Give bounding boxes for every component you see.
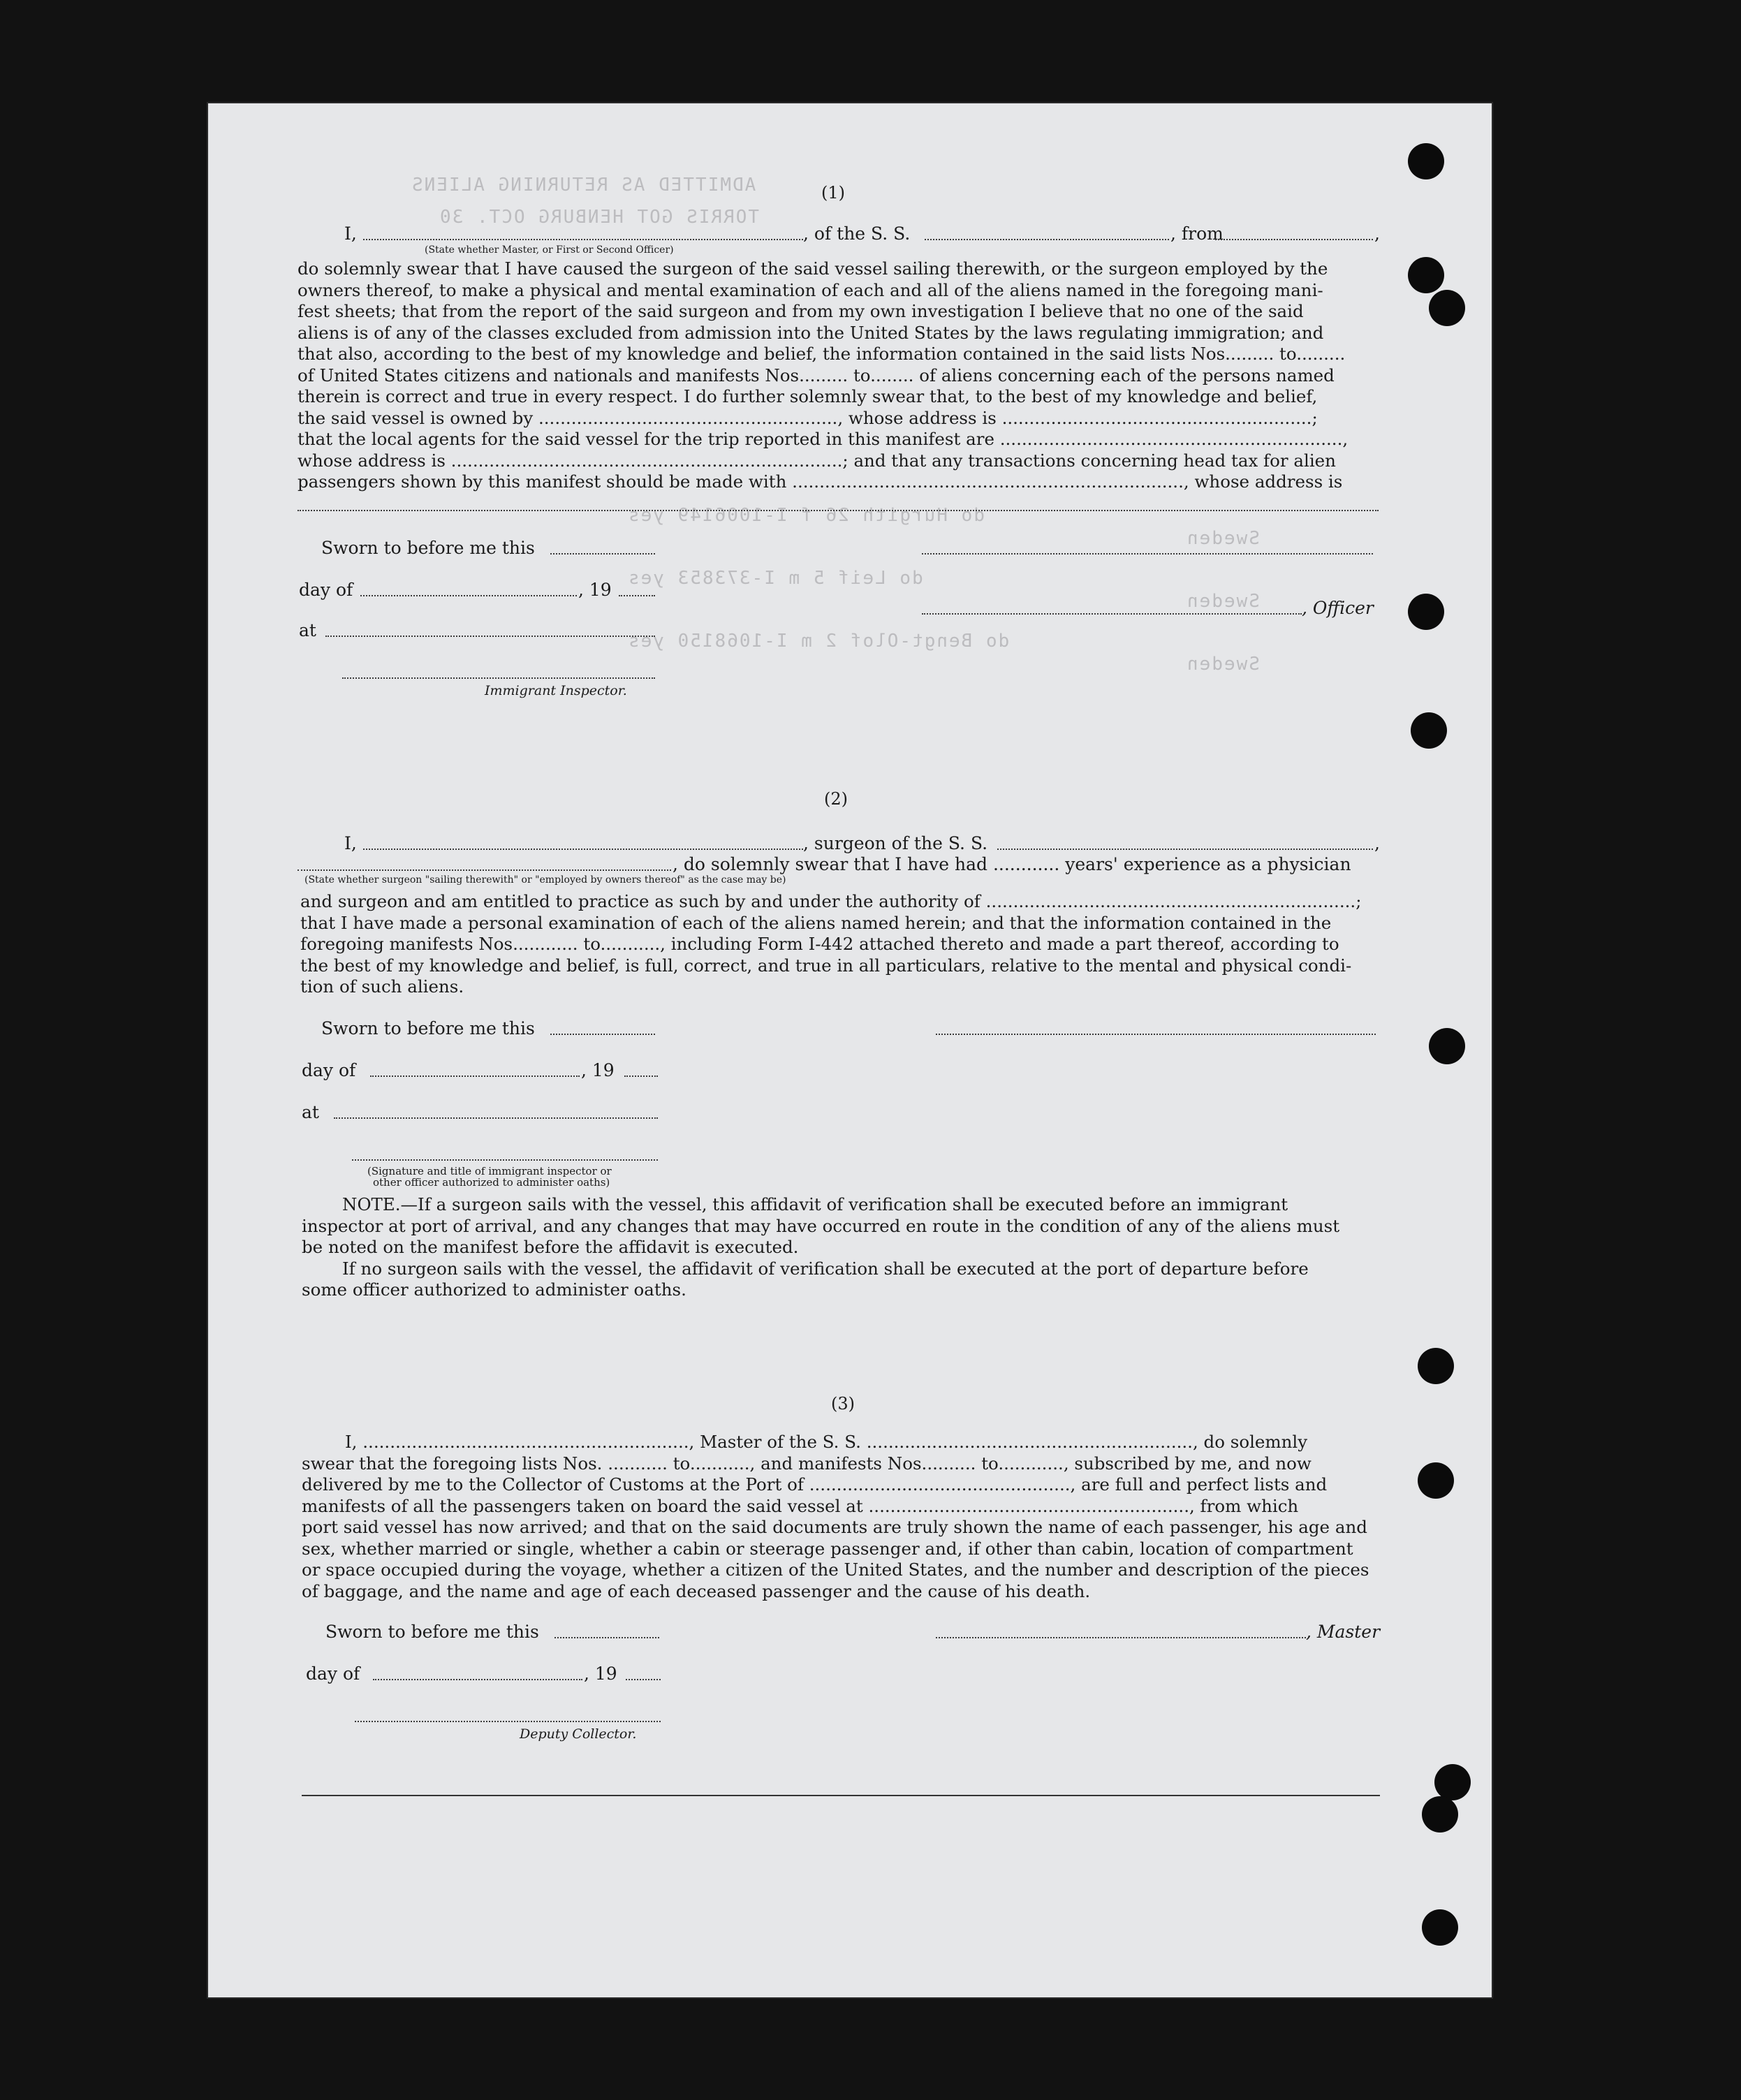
day-of-label: day of — [306, 1664, 360, 1684]
section-1-i: I, — [344, 223, 357, 244]
section-2-note — [302, 1194, 1380, 1301]
sworn-label: Sworn to before me this — [321, 538, 535, 558]
affidavit-line: passengers shown by this manifest should be made with ........................................................................, whose address is — [297, 471, 1343, 492]
section-1-number: (1) — [821, 183, 845, 203]
surgeon-status-line[interactable] — [297, 869, 671, 871]
at-place-line[interactable] — [325, 636, 655, 637]
affidavit-line: tion of such aliens. — [300, 976, 464, 997]
year-label: , 19 — [581, 1060, 615, 1080]
affidavit-line: whose address is ........................................................................; and that any transactions concerning head tax for alien — [297, 450, 1336, 471]
at-place-line[interactable] — [334, 1117, 658, 1119]
punch-hole-icon — [1418, 1462, 1454, 1499]
punch-hole-icon — [1429, 290, 1465, 326]
affidavit-line: of United States citizens and nationals and manifests Nos......... to........ of aliens concerning each of the persons named — [297, 365, 1335, 386]
punch-hole-icon — [1408, 143, 1444, 179]
month-line[interactable] — [373, 1679, 582, 1680]
surgeon-signature-line[interactable] — [936, 1034, 1376, 1035]
section-2-number: (2) — [824, 789, 848, 809]
section-3-affidavit — [302, 1432, 1381, 1602]
line-end-comma: , — [1374, 223, 1380, 244]
punch-hole-icon — [1422, 1909, 1458, 1946]
master-label: , Master — [1306, 1622, 1381, 1642]
of-the-ss-label: , of the S. S. — [803, 223, 911, 244]
affidavit-line: and surgeon and am entitled to practice as such by and under the authority of ....................................................................; — [300, 891, 1362, 911]
bleed-through-text: Sweden — [1186, 654, 1260, 675]
vessel-name-line[interactable] — [925, 239, 1169, 240]
year-line[interactable] — [626, 1679, 661, 1680]
bleed-through-text: do Leif 5 m I-373853 yes — [627, 568, 923, 589]
affidavit-line: I, ............................................................, Master of the S. S. ............................................................, do solemnly — [345, 1432, 1308, 1452]
year-label: , 19 — [584, 1664, 617, 1684]
punch-hole-icon — [1429, 1028, 1465, 1064]
officer-label: , Officer — [1302, 598, 1374, 618]
section-2-i: I, — [344, 833, 357, 853]
affidavit-line: the said vessel is owned by ......................................................., whose address is .........................................................; — [297, 407, 1318, 428]
month-line[interactable] — [360, 595, 577, 596]
year-line[interactable] — [624, 1075, 658, 1077]
bleed-through-text: do Bengt-Olof 2 m I-1068150 yes — [627, 631, 1010, 652]
note-line: If no surgeon sails with the vessel, the affidavit of verification shall be executed at the port of departure before — [342, 1258, 1309, 1279]
from-port-line[interactable] — [1215, 239, 1373, 240]
affidavit-line: fest sheets; that from the report of the said surgeon and from my own investigation I believe that no one of the said — [297, 301, 1304, 321]
document-page — [208, 103, 1492, 1997]
inspector-signature-line[interactable] — [342, 677, 655, 679]
bleed-through-text: Sweden — [1186, 528, 1260, 549]
affidavit-line: owners thereof, to make a physical and mental examination of each and all of the aliens named in the foregoing mani- — [297, 279, 1323, 300]
officer-signature-top-line[interactable] — [922, 553, 1373, 555]
surgeon-vessel-line[interactable] — [997, 849, 1373, 850]
affidavit-line: or space occupied during the voyage, whether a citizen of the United States, and the number and description of the pieces — [302, 1559, 1369, 1580]
surgeon-status-note: (State whether surgeon "sailing therewith" or "employed by owners thereof" as the case may be) — [304, 874, 786, 886]
line-end-comma: , — [1374, 833, 1380, 853]
surgeon-of-ss-label: , surgeon of the S. S. — [803, 833, 988, 853]
section-3-number: (3) — [831, 1394, 855, 1414]
bottom-rule — [302, 1795, 1380, 1796]
sworn-day-line[interactable] — [550, 553, 655, 555]
affidavit-line: that also, according to the best of my knowledge and belief, the information contained in the said lists Nos......... to......... — [297, 344, 1346, 364]
affidavit-line: that I have made a personal examination of each of the aliens named herein; and that the information contained in the — [300, 912, 1332, 933]
affidavit-line: port said vessel has now arrived; and that on the said documents are truly shown the name of each passenger, his age and — [302, 1517, 1367, 1537]
note-line: be noted on the manifest before the affidavit is executed. — [302, 1237, 799, 1257]
affidavit-line: manifests of all the passengers taken on board the said vessel at ..........................................................., from which — [302, 1495, 1299, 1516]
officer-signature-line[interactable] — [352, 1159, 658, 1161]
sworn-label: Sworn to before me this — [321, 1018, 535, 1038]
bleed-through-text: ADMITTED AS RETURNING ALIENS — [411, 175, 756, 196]
at-label: at — [299, 620, 316, 640]
deputy-collector-label: Deputy Collector. — [520, 1726, 637, 1742]
signature-note-2: other officer authorized to administer oaths) — [373, 1176, 610, 1189]
bleed-through-text: TORRIS GOT HENBURG OCT. 30 — [439, 207, 759, 228]
affidavit-line: aliens is of any of the classes excluded from admission into the United States by the laws regulating immigration; and — [297, 322, 1324, 343]
day-of-label: day of — [302, 1060, 356, 1080]
affidavit-line: of baggage, and the name and age of each deceased passenger and the cause of his death. — [302, 1580, 1091, 1601]
officer-signature-line[interactable] — [922, 613, 1302, 615]
year-line[interactable] — [619, 595, 655, 596]
punch-hole-icon — [1422, 1796, 1458, 1833]
punch-hole-icon — [1411, 712, 1447, 749]
note-line: inspector at port of arrival, and any changes that may have occurred en route in the condition of any of the aliens must — [302, 1215, 1340, 1236]
affidavit-line: foregoing manifests Nos............ to..........., including Form I-442 attached thereto and made a part thereof, according to — [300, 934, 1339, 954]
affidavit-line: delivered by me to the Collector of Customs at the Port of ................................................, are full and perfect lists and — [302, 1474, 1328, 1495]
bleed-through-text: Sweden — [1186, 591, 1260, 612]
punch-hole-icon — [1408, 257, 1444, 293]
affidavit-line: therein is correct and true in every respect. I do further solemnly swear that, to the best of my knowledge and belief, — [297, 386, 1318, 406]
deputy-signature-line[interactable] — [355, 1721, 661, 1722]
punch-hole-icon — [1418, 1348, 1454, 1384]
punch-hole-icon — [1408, 594, 1444, 630]
affidavit-line: the best of my knowledge and belief, is full, correct, and true in all particulars, relative to the mental and physical condi- — [300, 955, 1352, 976]
affidavit-line: swear that the foregoing lists Nos. ........... to..........., and manifests Nos.......... to............, subscribed by me, and now — [302, 1453, 1312, 1474]
year-label: , 19 — [578, 580, 612, 600]
address-line[interactable] — [297, 510, 1379, 511]
officer-role-note: (State whether Master, or First or Second Officer) — [425, 244, 674, 256]
affidavit-line: sex, whether married or single, whether a cabin or steerage passenger and, if other than cabin, location of compartment — [302, 1538, 1353, 1559]
note-line: NOTE.—If a surgeon sails with the vessel, this affidavit of verification shall be executed before an immigrant — [342, 1194, 1288, 1214]
affidavit-line: that the local agents for the said vessel for the trip reported in this manifest are ..............................................................., — [297, 429, 1349, 449]
surgeon-name-line[interactable] — [363, 849, 803, 850]
from-label: , from — [1170, 223, 1224, 244]
day-of-label: day of — [299, 580, 353, 600]
month-line[interactable] — [370, 1075, 580, 1077]
sworn-day-line[interactable] — [554, 1637, 659, 1638]
section-2-affidavit — [300, 891, 1379, 998]
years-experience-text: , do solemnly swear that I have had ............ years' experience as a physician — [673, 854, 1351, 874]
officer-name-line[interactable] — [363, 239, 803, 240]
affidavit-line: do solemnly swear that I have caused the surgeon of the said vessel sailing therewith, or the surgeon employed by the — [297, 258, 1328, 279]
sworn-label: Sworn to before me this — [325, 1622, 539, 1642]
immigrant-inspector-label: Immigrant Inspector. — [485, 683, 627, 698]
master-signature-line[interactable] — [936, 1637, 1306, 1638]
signature-note-1: (Signature and title of immigrant inspector or — [367, 1165, 612, 1177]
section-1-affidavit — [297, 258, 1379, 493]
at-label: at — [302, 1102, 319, 1122]
note-line: some officer authorized to administer oaths. — [302, 1279, 686, 1300]
sworn-day-line[interactable] — [550, 1034, 655, 1035]
bleed-through-text: do Hurgith 26 f I-1006149 yes — [627, 505, 985, 526]
punch-hole-icon — [1434, 1764, 1471, 1800]
